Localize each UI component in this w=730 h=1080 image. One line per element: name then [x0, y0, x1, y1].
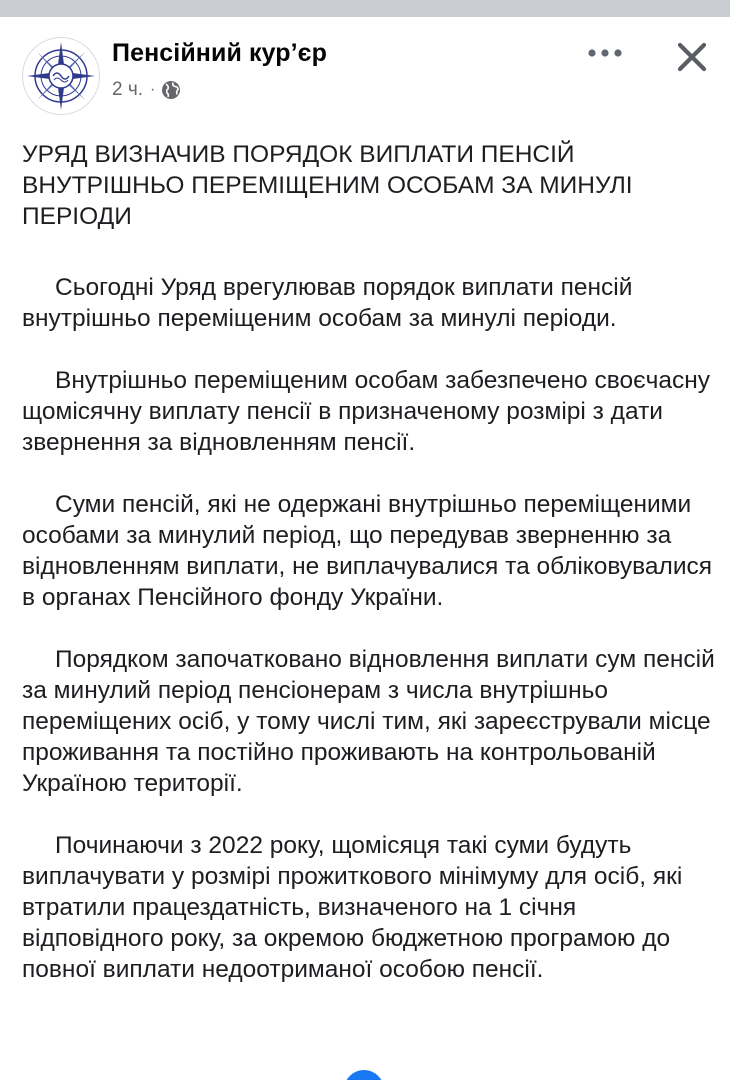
post-title: УРЯД ВИЗНАЧИВ ПОРЯДОК ВИПЛАТИ ПЕНСІЙ ВНУТРІШНЬО ПЕРЕМІЩЕНИМ ОСОБАМ ЗА МИНУЛІ ПЕРІОДИ [22, 141, 633, 230]
compass-rose-logo-icon [23, 38, 99, 114]
meta-separator: · [150, 81, 156, 98]
page-name[interactable]: Пенсійний кур’єр [112, 39, 327, 67]
post-body [22, 139, 722, 985]
post-paragraph-3: Суми пенсій, які не одержані внутрішньо переміщеними особами за минулий період, що передував зверненню за відновленням виплати, не виплачувалися та обліковувалися в органах Пенсійного фонду України. [22, 491, 713, 611]
post-paragraph-1: Сьогодні Уряд врегулював порядок виплати пенсій внутрішньо переміщеним особам за минулі періоди. [22, 274, 633, 332]
post-meta [112, 77, 181, 103]
top-strip [0, 0, 730, 17]
reaction-icon[interactable] [344, 1070, 384, 1080]
post-time[interactable]: 2 ч. [112, 79, 144, 100]
post-paragraph-5: Починаючи з 2022 року, щомісяця такі суми будуть виплачувати у розмірі прожиткового мінімуму для осіб, які втратили працездатність, визначеного на 1 січня відповідного року, за окремою бюджетною програмою до повної виплати недоотриманої особою пенсії. [22, 832, 683, 983]
avatar[interactable] [22, 37, 100, 115]
close-button[interactable] [672, 37, 712, 77]
post-paragraph-2: Внутрішньо переміщеним особам забезпечено своєчасну щомісячну виплату пенсії в призначеному розмірі з дати звернення за відновленням пенсії. [22, 367, 711, 456]
globe-icon[interactable] [161, 80, 181, 100]
more-options-button[interactable] [582, 37, 628, 69]
close-icon [677, 42, 707, 72]
post-header [0, 17, 730, 117]
post-paragraph-4: Порядком започатковано відновлення виплати сум пенсій за минулий період пенсіонерам з числа внутрішньо переміщених осіб, у тому числі тим, які зареєстрували місце проживання та постійно проживають на контрольованій Україною території. [22, 646, 715, 797]
more-horizontal-icon [587, 48, 623, 58]
